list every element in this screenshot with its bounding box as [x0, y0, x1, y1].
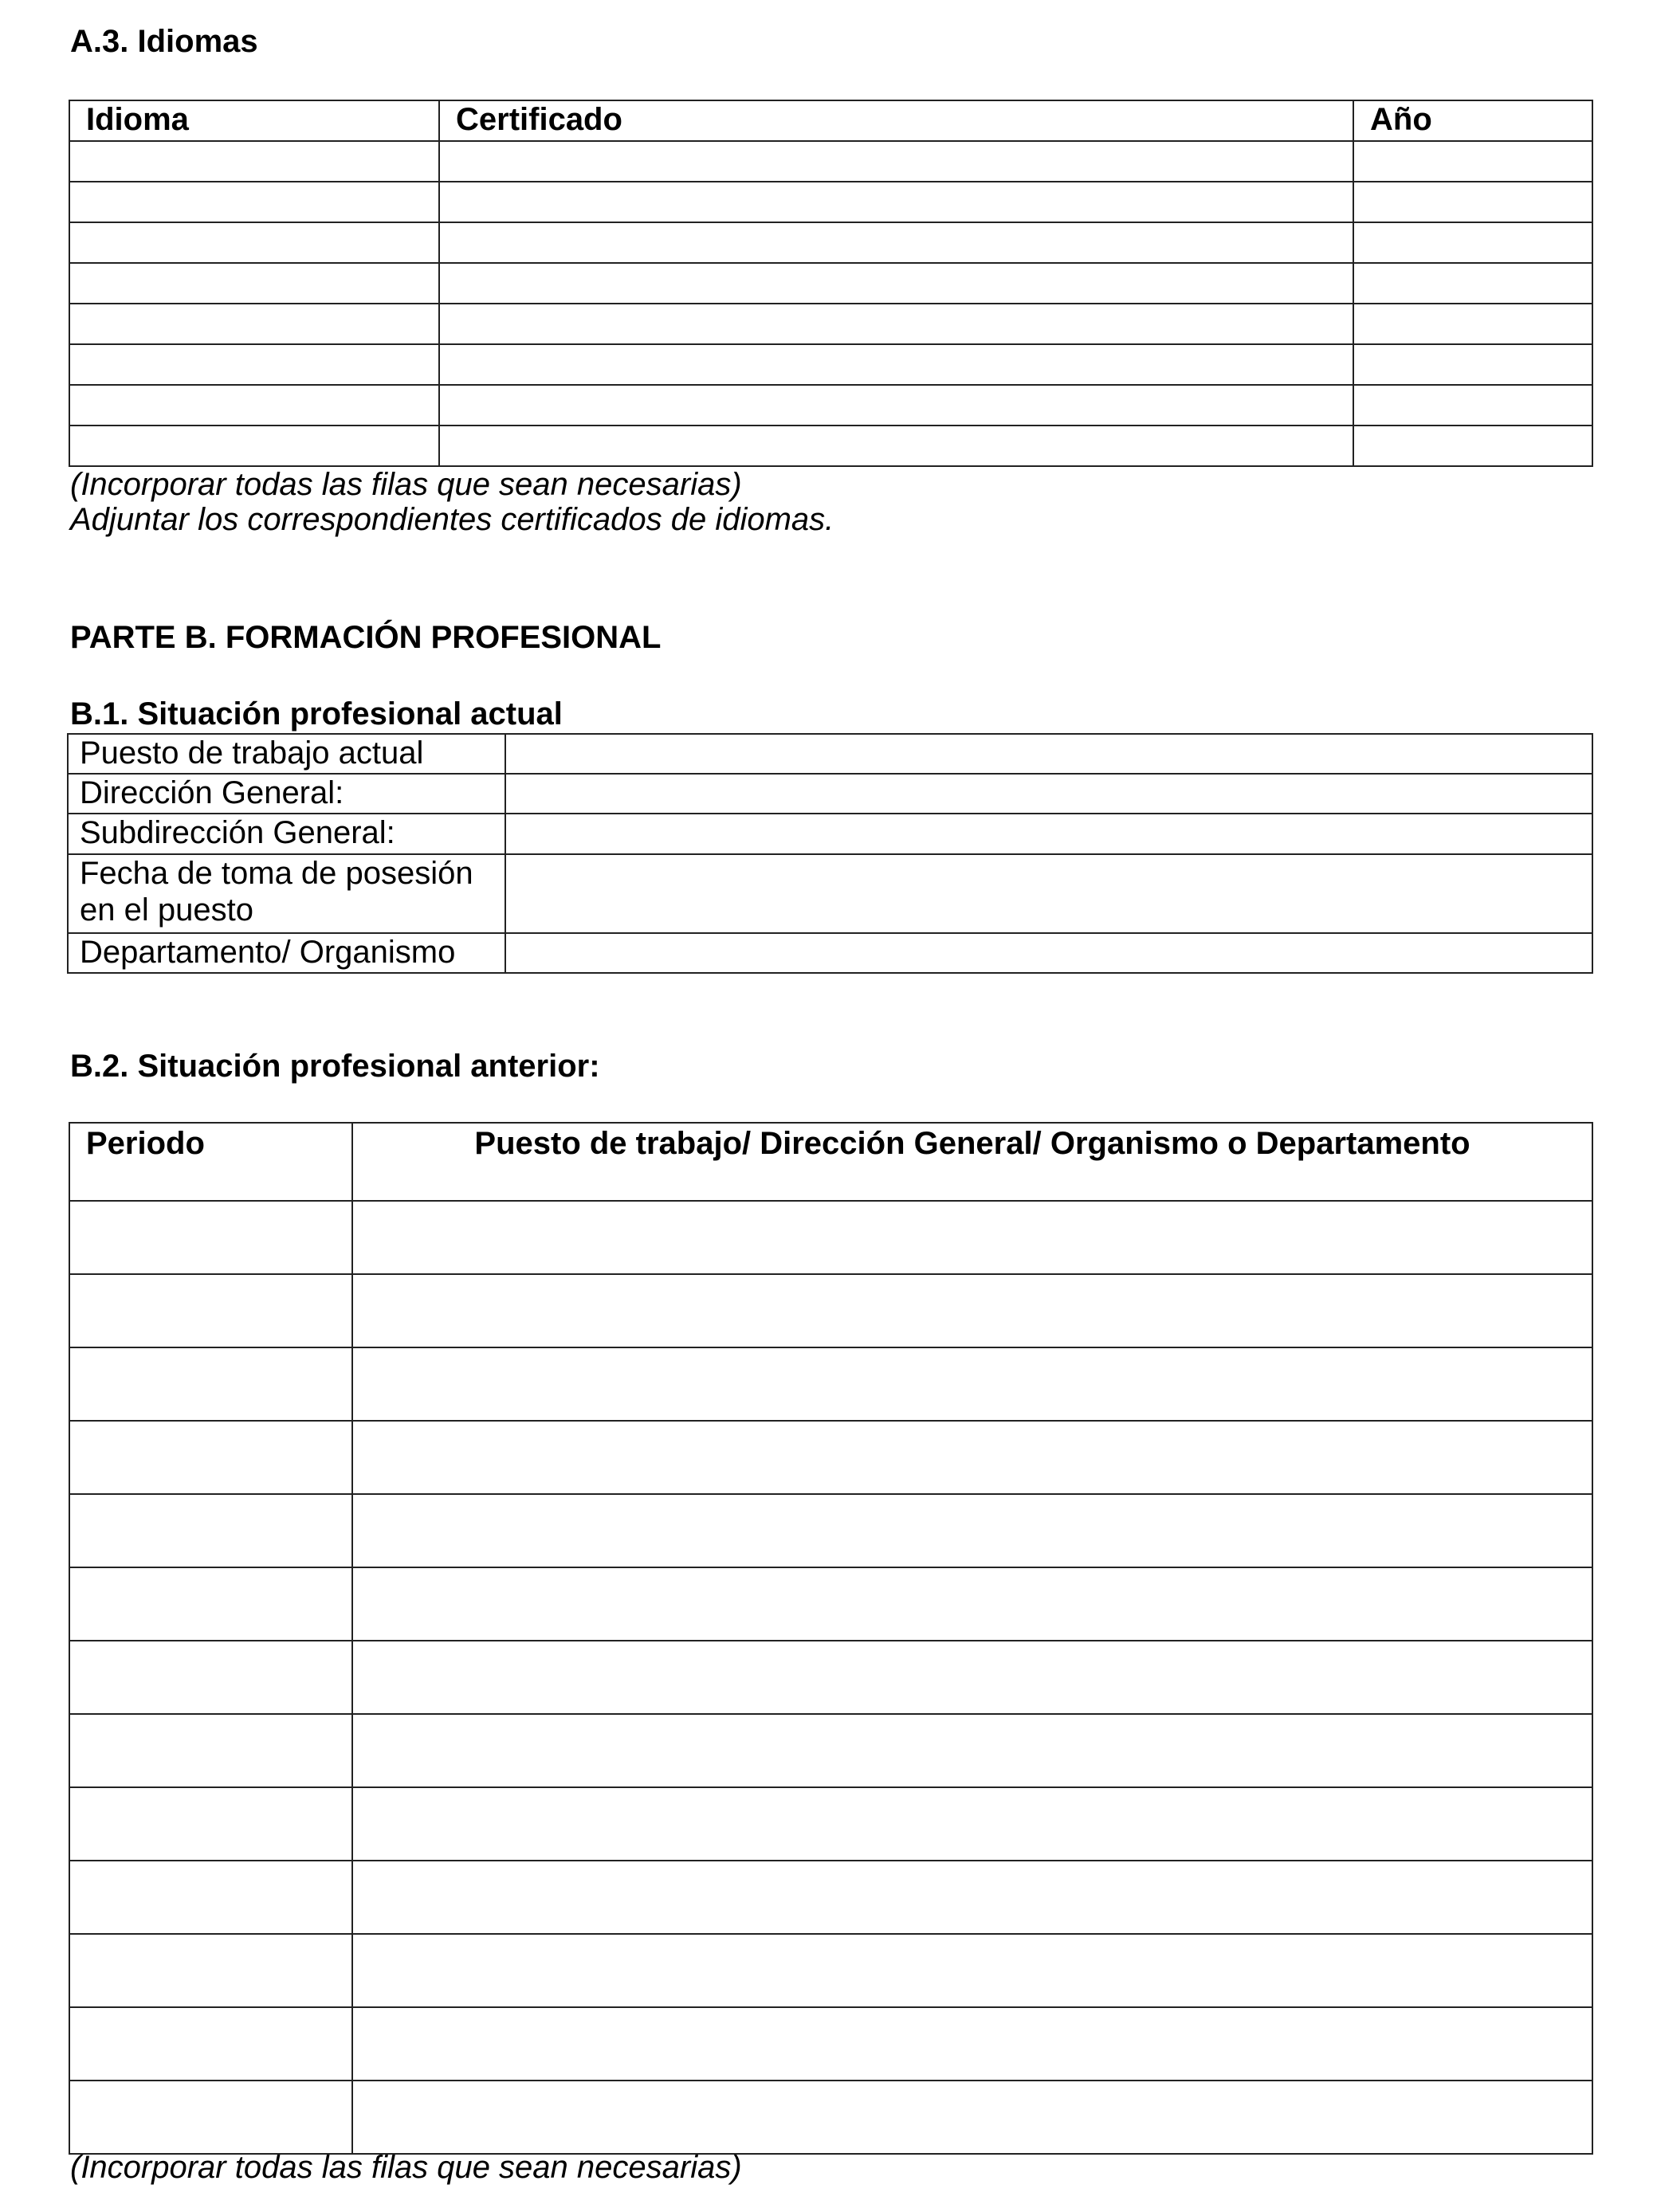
ano-cell[interactable] [1353, 385, 1592, 426]
field-value-puesto-actual[interactable] [505, 734, 1592, 774]
certificado-cell[interactable] [439, 182, 1353, 222]
puesto-cell[interactable] [352, 1567, 1592, 1641]
ano-cell[interactable] [1353, 304, 1592, 344]
periodo-cell[interactable] [69, 2007, 352, 2081]
periodo-cell[interactable] [69, 1274, 352, 1347]
idioma-cell[interactable] [69, 141, 439, 182]
languages-add-rows-note: (Incorporar todas las filas que sean necesarias) [70, 467, 742, 502]
ano-cell[interactable] [1353, 344, 1592, 385]
column-header-puesto-direccion: Puesto de trabajo/ Dirección General/ Organismo o Departamento [352, 1123, 1592, 1201]
languages-certificates-note: Adjuntar los correspondientes certificados de idiomas. [70, 502, 834, 537]
puesto-cell[interactable] [352, 1201, 1592, 1274]
table-row [69, 385, 1592, 426]
puesto-cell[interactable] [352, 2081, 1592, 2154]
field-value-direccion-general[interactable] [505, 774, 1592, 814]
periodo-cell[interactable] [69, 1787, 352, 1861]
puesto-cell[interactable] [352, 1421, 1592, 1494]
table-row [69, 1934, 1592, 2007]
part-b-title: PARTE B. FORMACIÓN PROFESIONAL [70, 620, 662, 655]
puesto-cell[interactable] [352, 1641, 1592, 1714]
table-row [69, 1274, 1592, 1347]
table-row [68, 933, 1592, 973]
puesto-cell[interactable] [352, 1714, 1592, 1787]
ano-cell[interactable] [1353, 182, 1592, 222]
section-b1-title: B.1. Situación profesional actual [70, 696, 563, 731]
periodo-cell[interactable] [69, 1201, 352, 1274]
idioma-cell[interactable] [69, 426, 439, 466]
table-row [69, 1567, 1592, 1641]
table-row [69, 304, 1592, 344]
column-header-idioma: Idioma [69, 100, 439, 141]
field-label-departamento-organismo: Departamento/ Organismo [68, 933, 505, 973]
table-row [68, 734, 1592, 774]
periodo-cell[interactable] [69, 1934, 352, 2007]
column-header-certificado: Certificado [439, 100, 1353, 141]
table-row [69, 344, 1592, 385]
puesto-cell[interactable] [352, 1934, 1592, 2007]
idioma-cell[interactable] [69, 222, 439, 263]
puesto-cell[interactable] [352, 1494, 1592, 1567]
certificado-cell[interactable] [439, 141, 1353, 182]
field-value-subdireccion-general[interactable] [505, 814, 1592, 854]
previous-position-add-rows-note: (Incorporar todas las filas que sean necesarias) [70, 2150, 742, 2185]
languages-table [69, 100, 1593, 467]
table-row [69, 263, 1592, 304]
table-row [69, 182, 1592, 222]
table-row [69, 1861, 1592, 1934]
current-position-table [67, 733, 1593, 974]
periodo-cell[interactable] [69, 1861, 352, 1934]
table-row [69, 141, 1592, 182]
table-row [69, 1201, 1592, 1274]
table-row [69, 2007, 1592, 2081]
certificado-cell[interactable] [439, 304, 1353, 344]
puesto-cell[interactable] [352, 2007, 1592, 2081]
previous-position-table [69, 1122, 1593, 2155]
periodo-cell[interactable] [69, 1421, 352, 1494]
column-header-periodo: Periodo [69, 1123, 352, 1201]
idioma-cell[interactable] [69, 182, 439, 222]
idioma-cell[interactable] [69, 344, 439, 385]
field-label-direccion-general: Dirección General: [68, 774, 505, 814]
table-row [69, 1494, 1592, 1567]
table-row [68, 854, 1592, 933]
field-label-fecha-toma-posesion: Fecha de toma de posesión en el puesto [68, 854, 505, 933]
idioma-cell[interactable] [69, 385, 439, 426]
table-row [69, 222, 1592, 263]
idioma-cell[interactable] [69, 304, 439, 344]
puesto-cell[interactable] [352, 1347, 1592, 1421]
field-value-fecha-toma-posesion[interactable] [505, 854, 1592, 933]
certificado-cell[interactable] [439, 385, 1353, 426]
table-row [69, 426, 1592, 466]
previous-position-header-row [69, 1123, 1592, 1201]
table-row [68, 774, 1592, 814]
table-row [69, 1347, 1592, 1421]
idioma-cell[interactable] [69, 263, 439, 304]
periodo-cell[interactable] [69, 1641, 352, 1714]
table-row [69, 1641, 1592, 1714]
certificado-cell[interactable] [439, 344, 1353, 385]
periodo-cell[interactable] [69, 2081, 352, 2154]
ano-cell[interactable] [1353, 222, 1592, 263]
field-label-subdireccion-general: Subdirección General: [68, 814, 505, 854]
periodo-cell[interactable] [69, 1567, 352, 1641]
certificado-cell[interactable] [439, 222, 1353, 263]
column-header-ano: Año [1353, 100, 1592, 141]
puesto-cell[interactable] [352, 1787, 1592, 1861]
ano-cell[interactable] [1353, 426, 1592, 466]
table-row [69, 2081, 1592, 2154]
ano-cell[interactable] [1353, 263, 1592, 304]
table-row [68, 814, 1592, 854]
certificado-cell[interactable] [439, 426, 1353, 466]
periodo-cell[interactable] [69, 1347, 352, 1421]
section-a3-title: A.3. Idiomas [70, 24, 258, 59]
field-value-departamento-organismo[interactable] [505, 933, 1592, 973]
field-label-puesto-actual: Puesto de trabajo actual [68, 734, 505, 774]
table-row [69, 1421, 1592, 1494]
table-row [69, 1787, 1592, 1861]
section-b2-title: B.2. Situación profesional anterior: [70, 1049, 600, 1084]
puesto-cell[interactable] [352, 1274, 1592, 1347]
periodo-cell[interactable] [69, 1494, 352, 1567]
puesto-cell[interactable] [352, 1861, 1592, 1934]
periodo-cell[interactable] [69, 1714, 352, 1787]
table-row [69, 1714, 1592, 1787]
certificado-cell[interactable] [439, 263, 1353, 304]
languages-header-row [69, 100, 1592, 141]
ano-cell[interactable] [1353, 141, 1592, 182]
